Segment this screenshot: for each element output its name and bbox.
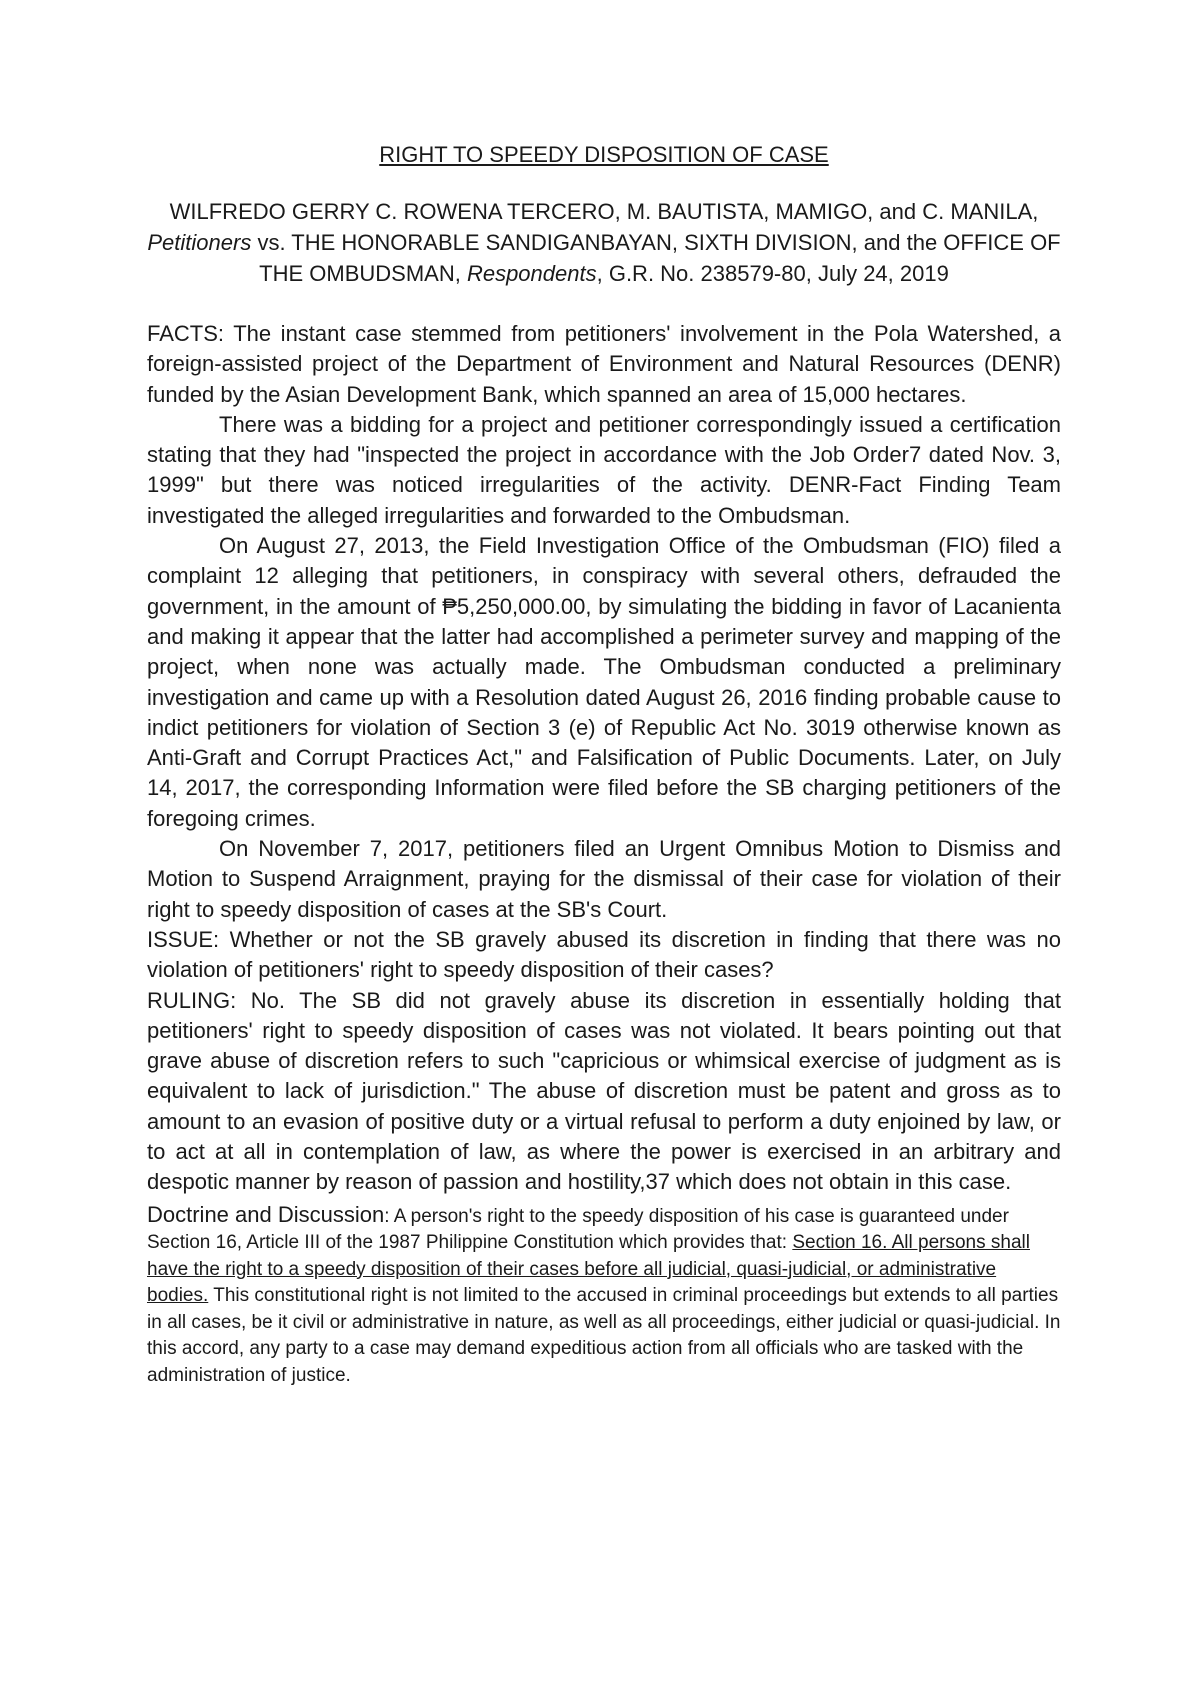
doctrine-paragraph xyxy=(147,1202,1061,1390)
caption-respondents-parties: vs. THE HONORABLE SANDIGANBAYAN, SIXTH DIVISION, and the OFFICE OF THE OMBUDSMAN, xyxy=(251,230,1061,286)
doctrine-label: Doctrine and Discussion xyxy=(147,1201,385,1227)
facts-paragraph-2: There was a bidding for a project and petitioner correspondingly issued a certification stating that they had "inspected the project in accordance with the Job Order7 dated Nov. 3, 1999" but there was noticed irregularities of the activity. DENR-Fact Finding Team investigated the alleged irregularities and forwarded to the Ombudsman. xyxy=(147,411,1061,528)
facts-paragraph-1: FACTS: The instant case stemmed from petitioners' involvement in the Pola Watershed, a foreign-assisted project of the Department of Environment and Natural Resources (DENR) funded by the Asian Development Bank, which spanned an area of 15,000 hectares. xyxy=(147,321,1061,407)
caption-parties: WILFREDO GERRY C. ROWENA TERCERO, M. BAUTISTA, MAMIGO, and C. MANILA, xyxy=(169,199,1039,224)
caption-case-number-date: , G.R. No. 238579-80, July 24, 2019 xyxy=(596,261,949,286)
doctrine-intro: : A person's right to the speedy disposition of his case is guaranteed under Section 16, Article III of the 1987 Philippine Constitution which provides that: xyxy=(147,1205,1009,1254)
document-page xyxy=(147,140,1061,1389)
doctrine-rest: This constitutional right is not limited to the accused in criminal proceedings but extends to all parties in all cases, be it civil or administrative in nature, as well as all proceedings, either judicial or quasi-judicial. In this accord, any party to a case may demand expeditious action from all officials who are tasked with the administration of justice. xyxy=(147,1285,1061,1386)
case-caption xyxy=(147,196,1061,289)
constitution-quote: Section 16. All persons shall have the right to a speedy disposition of their cases before all judicial, quasi-judicial, or administrative bodies. xyxy=(147,1232,1030,1307)
caption-petitioners-label: Petitioners xyxy=(147,230,252,255)
issue-paragraph: ISSUE: Whether or not the SB gravely abused its discretion in finding that there was no violation of petitioners' right to speedy disposition of their cases? xyxy=(147,926,1061,983)
facts-paragraph-3: On August 27, 2013, the Field Investigation Office of the Ombudsman (FIO) filed a complaint 12 alleging that petitioners, in conspiracy with several others, defrauded the government, in the amount of ₱5,250,000.00, by simulating the bidding in favor of Lacanienta and making it appear that the latter had accomplished a perimeter survey and mapping of the project, when none was actually made. The Ombudsman conducted a preliminary investigation and came up with a Resolution dated August 26, 2016 finding probable cause to indict petitioners for violation of Section 3 (e) of Republic Act No. 3019 otherwise known as Anti-Graft and Corrupt Practices Act," and Falsification of Public Documents. Later, on July 14, 2017, the corresponding Information were filed before the SB charging petitioners of the foregoing crimes. xyxy=(147,533,1061,831)
document-title: RIGHT TO SPEEDY DISPOSITION OF CASE xyxy=(379,142,829,167)
facts-paragraph-4: On November 7, 2017, petitioners filed an Urgent Omnibus Motion to Dismiss and Motion to Suspend Arraignment, praying for the dismissal of their case for violation of their right to speedy disposition of cases at the SB's Court. xyxy=(147,836,1061,922)
ruling-paragraph: RULING: No. The SB did not gravely abuse its discretion in essentially holding that petitioners' right to speedy disposition of cases was not violated. It bears pointing out that grave abuse of discretion refers to such "capricious or whimsical exercise of judgment as is equivalent to lack of jurisdiction." The abuse of discretion must be patent and gross as to amount to an evasion of positive duty or a virtual refusal to perform a duty enjoined by law, or to act at all in contemplation of law, as where the power is exercised in an arbitrary and despotic manner by reason of passion and hostility,37 which does not obtain in this case. xyxy=(147,987,1061,1195)
caption-respondents-label: Respondents xyxy=(466,261,597,286)
